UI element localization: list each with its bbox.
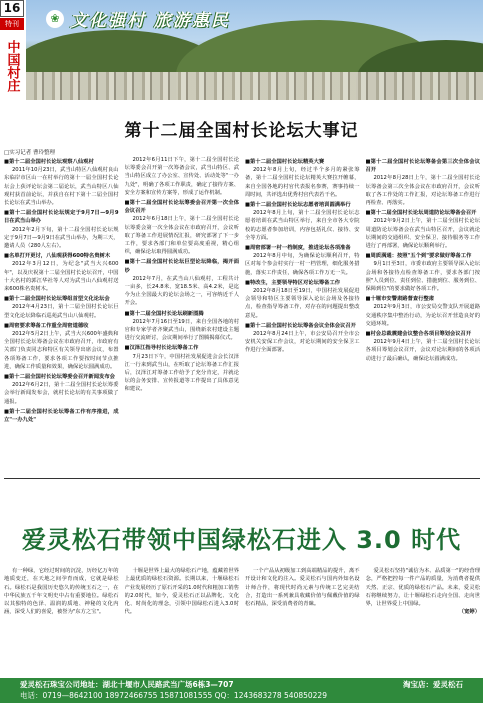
event-paragraph: 2011年10月23日，武当山特区八仙观村良山东临岸市区山一在村举行的第十一届全国村长论坛会上获评论坛会第二届论坛，武当山特区八仙观村获首前论坛，并获自在村下第十二届全国村长论坛在武当山举办。 (4, 167, 119, 207)
event-paragraph: 2012年9月4日上午，第十二届全国村长论坛各项目筹划会议召开，会议对论坛期间的各项活动进行了最后确认，确保论坛圆满成功。 (365, 339, 480, 362)
event-paragraph: 2012年9月3日，市公安局交警支队开展道路交通秩序集中整治行动，为论坛召开营造良好的交通环境。 (365, 304, 480, 327)
event-paragraph: 2012年7月16日至19日，来自全国各地的村官和专家学者齐聚武当山，围绕新农村建设主题进行交流研讨，会议期间举行了图腾揭幕仪式。 (124, 318, 239, 342)
contact-info: 电话：0719—8642100 18972466755 15871081555 QQ：1243683278 540850229 (20, 691, 327, 700)
article-column (4, 156, 119, 476)
article-byline: □实习记者 曹玲整理 (4, 150, 55, 156)
event-paragraph: 2012年9月2日上午，第十二届全国村长论坛周道防论坛筹备会在武当山特区召开，会议就论坛期间的交通组织、安全保卫、接待服务等工作进行了再部署，确保论坛顺利举行。 (365, 218, 480, 250)
company-address: 爱灵松石珠宝公司地址：湖北十堰市人民路武当广场6栋3—707 (20, 680, 234, 689)
event-paragraph: 7月23日下午，中国村社发展促进会会长汉泽江一行来到武当山，在听取了论坛筹备工作汇报后，汉泽江对筹备工作给予了充分肯定，并就论坛的会务安排、宣传报道等工作提出了具体意见和建议。 (124, 353, 239, 393)
event-heading: ■汉泽江指导村长论坛筹备工作 (124, 345, 199, 352)
event-heading: ■第十二届全国村长论坛刷新图腾 (124, 310, 204, 317)
event-paragraph: 2012年8月上旬，第十二届全国村长论坛志愿者培训在武当山特区举行，来自全市各大专院校的志愿者参加培训，内容包括礼仪、接待、安全等方面。 (245, 210, 360, 241)
event-heading: ■第十二届全国村长论坛精英大赛 (245, 159, 325, 165)
event-paragraph: 9月1日至3日，市委市政府主要领导深入论坛会场和各接待点检查筹备工作，要求各部门按照"人员到位、责任到位、措施到位、服务到位、保障到位"的要求做好各项工作。 (365, 261, 480, 293)
event-paragraph: 2012年8月24日上午，市公安局召开全市公安机关安保工作会议，对论坛期间的安全保卫工作进行全面部署。 (245, 331, 360, 354)
event-heading: ■第十二届全国村长论坛筹备会议全体会议召开 (245, 322, 356, 329)
article-column (125, 156, 240, 476)
event-heading: ■第十二届全国村长论坛筹备会第三次全体会议召开 (365, 159, 480, 174)
page-number: 16 (0, 0, 24, 17)
shop-name: 淘宝店：爱灵松石 (403, 680, 463, 689)
event-paragraph: 2012年6月11日下午，第十二届全国村长论坛筹委会召开第一次筹备会议，武当山特区、武当山特区成立了办公室、宣传处、活动处等"一办九处"，明确了各项工作职责，确定了接待方案、安全方案和宣传方案等，形成了运作机制。 (124, 157, 239, 196)
article-body (4, 156, 480, 476)
advertisement-column (4, 567, 119, 677)
section-tag: 特刊 (0, 18, 24, 30)
event-heading: ■第十二届全国村长论坛筹备工作有序推进，成立"一办九处" (4, 408, 119, 424)
event-heading: ■第十二届全国村长论坛筹委会召开第一次全体会议召开 (124, 200, 239, 215)
event-paragraph: 2012年6月18日上午，第十二届全国村长论坛筹委会第一次全体会议在市政府召开，会议听取了筹备工作进展情况汇报，研究部署了下一步工作，要求各部门和单位要高度重视，精心组织，确保论坛取得圆满成功。 (124, 216, 239, 256)
event-paragraph: 2012年7月，在武当山八仙观村，工程共计一亩多，长24.8米、宽18.5米、高4.2米，是迄今为止全国最大的论坛会场之一，可容纳近千人开会。 (124, 275, 239, 307)
section-side-tag (0, 18, 24, 100)
ad-paragraph: 一个产品从初级加工到高端精品的提升，离不开设计和文化的注入。爱灵松石与国内外知名设计师合作，将现代时尚元素与传统工艺完美结合，打造出一系列兼具收藏价值与佩戴价值的绿松石精品，深受消费者的青睐。 (245, 568, 360, 608)
advertisement-column (366, 567, 481, 677)
advertisement-column (245, 567, 360, 677)
leaf-icon: ❀ (46, 10, 64, 28)
banner-slogan-group (46, 6, 230, 31)
event-paragraph: 2012年4月23日，第十二届全国村长论坛巨型文化论坛降临石巡苑武当山八仙观村。 (4, 304, 119, 319)
event-heading: ■第十二届全国村长论坛周道防论坛筹备会召开 (365, 210, 477, 217)
ad-paragraph: 有一种绿，它经过时间的沉淀，历经亿万年的地质变迁，在天地之间孕育而成，它就是绿松石。绿松石是我国历史悠久的传统玉石之一，在中华民族五千年文明史中占有重要地位。绿松石以其独特的色泽、温润的质地、神秘的文化内涵，深受人们的喜爱，被誉为"东方之宝"。 (4, 568, 119, 616)
ad-paragraph: 爱灵松石坚持"诚信为本、品质第一"的经营理念，严格把控每一件产品的质量，为消费者提供天然、正宗、优质的绿松石产品。未来，爱灵松石将继续努力，让十堰绿松石走向全国、走向世界，让世界爱上中国绿。 (365, 568, 480, 608)
article-column (366, 156, 481, 476)
city-skyline (26, 72, 483, 100)
event-heading: ■第十二届全国村长论坛规定于9月7日—9月9日在武当山举办 (4, 210, 119, 225)
page-header (0, 0, 483, 100)
event-heading: ■第十二届全国村长论坛巨型论坛降临，揭开面纱 (124, 259, 239, 274)
event-heading: ■第十二届全国村长论坛筹组首型文化论坛会 (4, 296, 110, 303)
event-paragraph: 2012年8月18日至19日，中国村社发展促进会领导和特区主要领导深入论坛会场及各接待点，检查指导筹备工作，对存在的问题提出整改意见。 (245, 288, 360, 319)
event-paragraph: 2012年8月28日上午，第十二届全国村长论坛筹备会第三次全体会议在市政府召开，会议听取了各工作处的工作汇报，对论坛筹备工作进行再检查、再落实。 (365, 175, 480, 207)
event-paragraph: 2012年6月2日，第十二届全国村长论坛筹委会举行新闻发布会，就村长论坛的有关事项做了通报。 (4, 382, 119, 405)
event-heading: ■特改生，主要领导特区对论坛筹备工作 (245, 279, 341, 286)
event-paragraph: 2012年3月12日，为纪念"武当大兴600年"，以及庆祝第十二届全国村长论坛召开，中国十大名村的郭江华社等人对为武当山八仙观村送来600株名贵树木。 (4, 261, 119, 293)
event-paragraph: 2012年2月下旬，第十二届全国村长论坛规定于9月7日—9月9日在武当山举办，为期三天，邀请人员（280人左右）。 (4, 226, 119, 250)
advertisement-body (4, 567, 480, 677)
banner-slogan: 文化强村 旅游惠民 (70, 11, 230, 31)
event-heading: ■周质满通：按照"五个到"要求做好筹备工作 (365, 253, 472, 260)
event-heading: ■第十二届全国村长论坛观察八仙观村 (4, 159, 94, 165)
advertisement-title: 爱灵松石带领中国绿松石进入 3.0 时代 (21, 526, 462, 554)
footer-bar (0, 678, 483, 703)
article-title: 第十二届全国村长论坛大事记 (124, 121, 359, 141)
event-paragraph: 2012年8月中旬，为确保论坛顺利召开，特区对每个参会村实行一村一档管理，细化服务措施，落实工作责任，确保各项工作万无一失。 (245, 253, 360, 276)
event-heading: ■第十二届全国村长论坛志愿者培训圆满举行 (245, 202, 351, 209)
event-heading: ■第十二届全国村长论坛筹委会召开新闻发布会 (4, 374, 115, 381)
banner-image (26, 0, 483, 100)
event-heading: ■周密要求筹备工作重全周密道德收 (4, 322, 89, 329)
article-column (245, 156, 360, 476)
event-heading: ■周密部署一村一档制度，推进论坛各项准备 (245, 245, 351, 252)
event-heading: ■十堰市安警肃路督查行整肃 (365, 296, 435, 303)
column-title: 中国村庄 (4, 40, 20, 92)
ad-paragraph: 十堰是世界上最大的绿松石产地，蕴藏着世界上最优质的绿松石资源。长期以来，十堰绿松石产业发展经历了原石开采的1.0时代和粗加工销售的2.0时代，如今，爱灵松石正以品牌化、文化化、时尚化的理念，引领中国绿松石进入3.0时代。 (124, 568, 239, 616)
event-paragraph: 2012年5月2日上午，武当大兴600年盛典和全国村长论坛筹备会议在市政府召开，市政府有关部门负责同志和特区有关领导出席会议，布置各项筹备工作，要求各项工作要按时间节点推进，确保工作质量和效果，确保论坛圆满成功。 (4, 331, 119, 370)
event-heading: ■村会总裁震建会议整合各项目筹划会议召开 (365, 331, 472, 338)
event-heading: ■名单打开更讨，八仙观获得600特名贵树木 (4, 253, 111, 260)
advertisement-column (125, 567, 240, 677)
event-paragraph: 2012年8月上旬，经过半个多月的紧张筹备，第十二届全国村长论坛精英大赛拉开帷幕，来自全国各地的村官代表报名参赛，赛事持续一周时间，共评选出优秀村官代表若干名。 (245, 167, 360, 198)
section-divider (4, 478, 480, 479)
ad-end-mark: （宽婷） (458, 609, 480, 616)
